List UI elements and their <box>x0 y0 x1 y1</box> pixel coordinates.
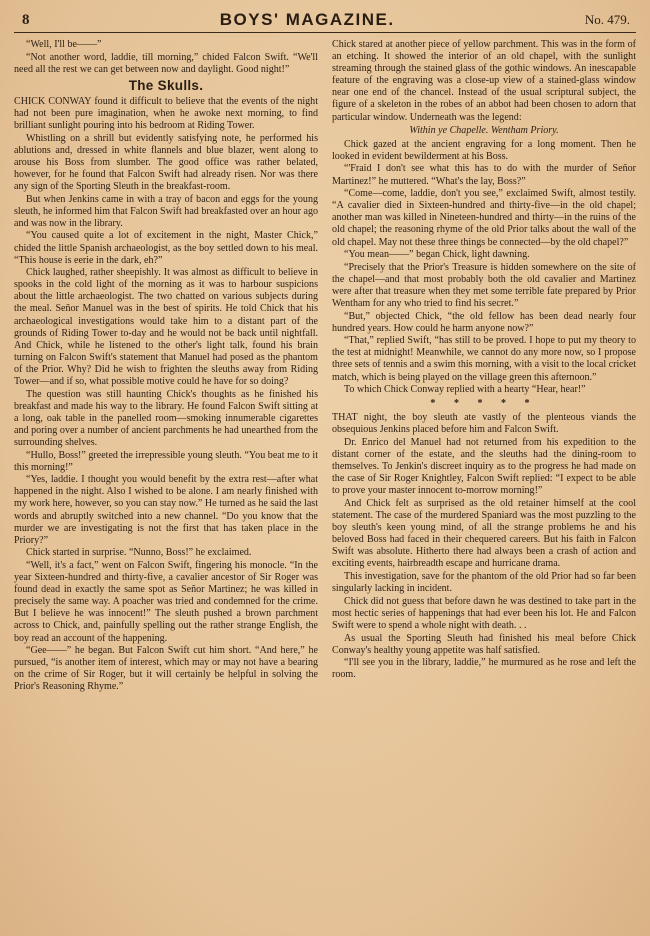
paragraph: Chick gazed at the ancient engraving for a long moment. Then he looked in evident bewilderment at his Boss. <box>332 138 636 162</box>
paragraph: But when Jenkins came in with a tray of bacon and eggs for the young sleuth, he informed him that Falcon Swift had breakfasted over an hour ago and was now in the library. <box>14 193 318 229</box>
paragraph: Chick stared at another piece of yellow parchment. This was in the form of an etching. It showed the interior of an old chapel, with the sunlight streaming through the stained glass of the gothic windows. An inescapable feature of the engraving was a close-up view of a stained-glass window near one end of the chancel. Instead of the usual scriptural subject, the figure of a skeleton in the robes of an abbot had been chosen to adorn that particular window. Underneath was the legend: <box>332 39 636 123</box>
paragraph: As usual the Sporting Sleuth had finished his meal before Chick Conway's healthy young appetite was half satisfied. <box>332 632 636 656</box>
page-header <box>14 8 636 33</box>
left-column <box>14 39 318 694</box>
right-column <box>332 39 636 694</box>
paragraph: Chick did not guess that before dawn he was destined to take part in the most hectic series of happenings that had ever been his lot. He and Falcon Swift were to spend a whole night with death. . . <box>332 595 636 631</box>
paragraph: “Well, I'll be——” <box>26 39 102 50</box>
paragraph: And Chick felt as surprised as the old retainer himself at the cool statement. The case of the murdered Spaniard was the most puzzling to the boy sleuth's keen young mind, of all the strange problems he and his beloved Boss had faced in their chequered careers. But his faith in Falcon Swift was absolute. Hitherto there had always been a crash of action and exciting events, hairbreadth escape and hurricane drama. <box>332 497 636 570</box>
paragraph: “Gee——” he began. But Falcon Swift cut him short. “And here,” he pursued, “is another item of interest, which may or may not have a bearing on the crime of Sir Roger, but it will certainly be helpful in solving the Prior's Reasoning Rhyme.” <box>14 645 318 693</box>
paragraph: “Precisely that the Prior's Treasure is hidden somewhere on the site of the chapel—and that most probably both the old cavalier and Martinez were after that treasure when they met some terrible fate prepared by Prior Wentham for any who tried to find his secret.” <box>332 261 636 309</box>
paragraph: The question was still haunting Chick's thoughts as he finished his breakfast and made his way to the library. He found Falcon Swift sitting at a long, oak table in the panelled room—smoking innumerable cigarettes and poring over a number of ancient parchments he had unearthed from the surrounding shelves. <box>14 388 318 448</box>
article-columns <box>14 39 636 694</box>
issue-number: No. 479. <box>584 12 630 27</box>
page-number: 8 <box>22 11 30 28</box>
paragraph: Chick started in surprise. “Nunno, Boss!” he exclaimed. <box>26 547 252 559</box>
paragraph: “Come—come, laddie, don't you see,” exclaimed Swift, almost testily. “A cavalier died in Sixteen-hundred and thirty-five—in the old chapel; another man was killed in Nineteen-hundred and thirty—in the ruins of the old chapel; the reasoning rhyme of the old Prior talks about the wall of the old chapel. May not these three things be connected—by the old chapel?” <box>332 188 636 248</box>
paragraph: “But,” objected Chick, “the old fellow has been dead nearly four hundred years. How could he harm anyone now?” <box>332 310 636 334</box>
paragraph: “Well, it's a fact,” went on Falcon Swift, fingering his monocle. “In the year Sixteen-hundred and thirty-five, a cavalier ancestor of Sir Roger was found dead in exactly the same spot as Señor Martinez; he was killed in precisely the same way. A poacher was tried and condemned for the crime. But I believe he was innocent!” The sleuth pushed a brown parchment across to Chick, and, painfully spelling out the rather strange English, the boy read an account of the happening. <box>14 559 318 644</box>
paragraph: Dr. Enrico del Manuel had not returned from his expedition to the distant corner of the estate, and the sleuths had the dining-room to themselves. To Jenkin's discreet inquiry as to the progress he had made on the case of Sir Roger Knightley, Falcon Swift replied: “I expect to be able to prove your master innocent to-morrow morning!” <box>332 437 636 497</box>
paragraph: This investigation, save for the phantom of the old Prior had so far been singularly lacking in incident. <box>332 571 636 595</box>
paragraph: “You caused quite a lot of excitement in the night, Master Chick,” chided the little Spanish archaeologist, as the boy settled down to his meal. “This house is eerie in the dark, eh?” <box>14 230 318 266</box>
paragraph: Whistling on a shrill but evidently satisfying note, he performed his ablutions and, dressed in white flannels and blue blazer, went along to arouse his Boss from slumber. The good office was rather belated, however, for he found that Falcon Swift had already risen. Nor was there any sign of the Sporting Sleuth in the breakfast-room. <box>14 132 318 193</box>
paragraph: To which Chick Conway replied with a hearty “Hear, hear!” <box>344 384 586 396</box>
paragraph: “That,” replied Swift, “has still to be proved. I hope to put my theory to the test at midnight! Meanwhile, we cannot do any more now, so I propose three sets of tennis and a swim this morning, with a visit to the local cricket match, which is being played on the village green this afternoon.” <box>332 335 636 383</box>
paragraph: “Not another word, laddie, till morning,” chided Falcon Swift. “We'll need all the rest we can get between now and daylight. Good night!” <box>14 51 318 75</box>
engraving-legend: Within ye Chapelle. Wentham Priory. <box>409 124 559 136</box>
paragraph: “Yes, laddie. I thought you would benefit by the extra rest—after what happened in the night. Also I wished to be alone. I am nearly finished with my work here, however, so you can stay now.” He turned as he said the last words and abruptly switched into a new channel. “Do you know that the murder we are investigating is not the first that has taken place in the Priory?” <box>14 474 318 546</box>
paragraph: “'Fraid I don't see what this has to do with the murder of Señor Martinez!” he muttered. “What's the lay, Boss?” <box>332 163 636 187</box>
paragraph: “Hullo, Boss!” greeted the irrepressible young sleuth. “You beat me to it this morning!” <box>14 449 318 473</box>
opening-paragraph: CHICK CONWAY found it difficult to believe that the events of the night had not been pure imagination, when he awoke next morning, to find brilliant sunlight pouring into his bedroom at Riding Tower. <box>14 95 318 132</box>
paragraph: “I'll see you in the library, laddie,” he murmured as he rose and left the room. <box>332 657 636 681</box>
opening-paragraph: THAT night, the boy sleuth ate vastly of the plenteous viands the obsequious Jenkins placed before him and Falcon Swift. <box>332 412 636 436</box>
section-heading: The Skulls. <box>128 77 204 93</box>
magazine-title: BOYS' MAGAZINE. <box>219 10 395 29</box>
paragraph: Chick laughed, rather sheepishly. It was almost as difficult to believe in spooks in the cold light of the morning as it was to harbour suspicions about the little archaeologist. The two chatted on various subjects during the meal. Señor Manuel was in the best of spirits. He told Chick that his archaeological investigations would take him to a distant part of the grounds of Riding Tower to-day and he would not be back until nightfall. And Chick, while he listened to the other's light talk, found his brain turning on Falcon Swift's statement that Manuel had posed as the phantom of the Prior. Why? Did he wish to frighten the sleuths away from Riding Tower—and if so, what possible motive could he have for so doing? <box>14 267 318 388</box>
paragraph: “You mean——” began Chick, light dawning. <box>344 249 530 261</box>
section-break: * * * * * <box>430 398 538 410</box>
